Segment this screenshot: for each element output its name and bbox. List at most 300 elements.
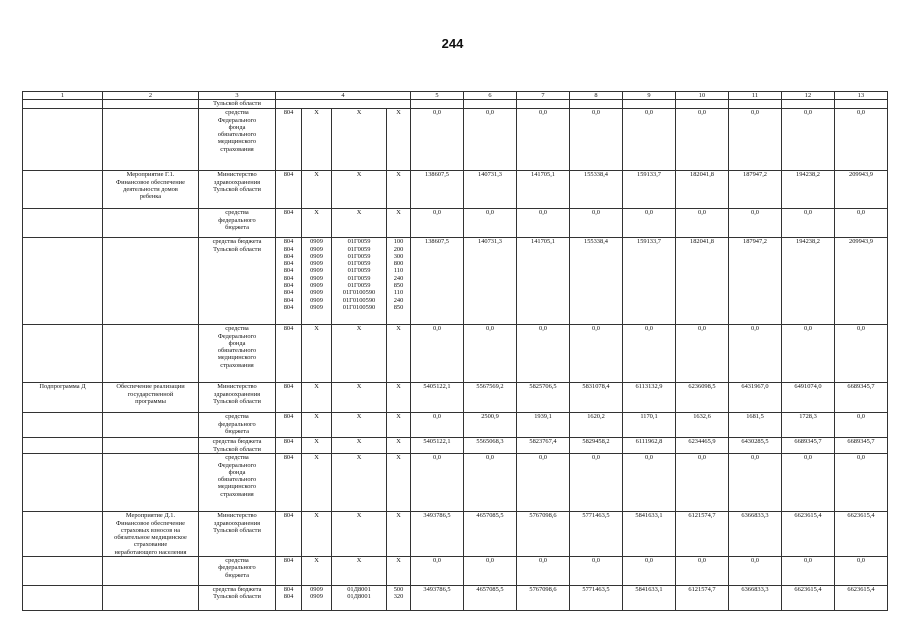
value-cell: 0,0: [517, 454, 570, 512]
code-cell-grbs: [276, 325, 302, 383]
value-cell: 6689345,7: [835, 383, 888, 413]
code-cell-rz: [302, 383, 332, 413]
code-value: 110: [393, 289, 404, 297]
value-cell: 194238,2: [782, 171, 835, 209]
source-cell: Тульской области: [199, 100, 276, 109]
value-cell: 140731,3: [464, 171, 517, 209]
code-value: X: [356, 325, 362, 333]
code-value: 01Г0100590: [342, 289, 376, 297]
header-cell: 13: [835, 92, 888, 100]
code-value: 804: [283, 438, 294, 446]
code-value: X: [356, 171, 362, 179]
value-cell: 0,0: [782, 557, 835, 586]
code-cell-csr: [332, 209, 387, 238]
value-cell: 5405122,1: [411, 383, 464, 413]
source-cell: Министерство здравоохранения Тульской области: [199, 171, 276, 209]
code-cell-grbs: [276, 383, 302, 413]
code-value: 01Д8001: [347, 593, 371, 601]
code-cell-vr: [387, 171, 411, 209]
table-row: [23, 557, 888, 586]
value-cell: 6113132,9: [623, 383, 676, 413]
value-cell: 159133,7: [623, 171, 676, 209]
table-row: [23, 171, 888, 209]
value-cell: 0,0: [570, 325, 623, 383]
value-cell: 0,0: [835, 109, 888, 171]
code-value: X: [356, 383, 362, 391]
value-cell: 3493786,5: [411, 586, 464, 611]
value-cell: 6689345,7: [835, 438, 888, 454]
value-cell: 0,0: [411, 209, 464, 238]
table-row: [23, 209, 888, 238]
code-value: 0909: [310, 282, 323, 290]
value-cell: 6234465,9: [676, 438, 729, 454]
header-cell: 3: [199, 92, 276, 100]
code-value: X: [356, 557, 362, 565]
value-cell: 0,0: [464, 325, 517, 383]
measure-cell: [103, 557, 199, 586]
value-cell: 5767098,6: [517, 512, 570, 557]
code-value: 240: [393, 274, 404, 282]
code-value: 804: [283, 289, 294, 297]
value-cell: 5771463,5: [570, 586, 623, 611]
code-value: X: [396, 438, 401, 446]
code-value: 01Г0059: [347, 245, 371, 253]
header-cell: 4: [276, 92, 411, 100]
code-value: 804: [283, 512, 294, 520]
source-cell: средства бюджета Тульской области: [199, 586, 276, 611]
code-value: 804: [283, 282, 294, 290]
code-cell-vr: [387, 586, 411, 611]
code-cell-csr: [332, 413, 387, 438]
value-cell: 6623615,4: [835, 586, 888, 611]
header-cell: 12: [782, 92, 835, 100]
value-cell: 0,0: [411, 454, 464, 512]
program-cell: [23, 413, 103, 438]
code-value: 804: [283, 171, 294, 179]
code-value: 850: [393, 303, 404, 311]
code-cell-grbs: [276, 454, 302, 512]
value-cell: 5829458,2: [570, 438, 623, 454]
value-cell: 0,0: [729, 109, 782, 171]
table-row: [23, 383, 888, 413]
value-cell: 6121574,7: [676, 512, 729, 557]
code-value: 804: [283, 296, 294, 304]
code-value: X: [396, 383, 401, 391]
cell-empty: [276, 100, 411, 109]
program-cell: [23, 454, 103, 512]
budget-table: [22, 91, 888, 611]
value-cell: 0,0: [782, 109, 835, 171]
value-cell: 187947,2: [729, 238, 782, 325]
code-value: 01Г0100590: [342, 296, 376, 304]
code-value: X: [356, 209, 362, 217]
code-cell-grbs: [276, 209, 302, 238]
code-value: 0909: [310, 296, 323, 304]
code-value: 0909: [310, 274, 323, 282]
value-cell: 1620,2: [570, 413, 623, 438]
cell-empty: [411, 100, 464, 109]
code-cell-grbs: [276, 512, 302, 557]
value-cell: 0,0: [623, 557, 676, 586]
code-value: 804: [283, 586, 294, 594]
code-value: X: [356, 454, 362, 462]
code-value: 804: [283, 274, 294, 282]
value-cell: 0,0: [517, 325, 570, 383]
code-value: X: [356, 512, 362, 520]
code-value: 804: [283, 245, 294, 253]
code-cell-csr: [332, 109, 387, 171]
code-cell-grbs: [276, 171, 302, 209]
code-value: X: [314, 383, 319, 391]
code-cell-csr: [332, 438, 387, 454]
value-cell: 0,0: [782, 454, 835, 512]
code-cell-vr: [387, 109, 411, 171]
value-cell: 6366833,3: [729, 512, 782, 557]
code-cell-vr: [387, 209, 411, 238]
cell-empty: [623, 100, 676, 109]
value-cell: 141705,1: [517, 171, 570, 209]
value-cell: 6623615,4: [782, 586, 835, 611]
code-cell-vr: [387, 438, 411, 454]
table-row: [23, 454, 888, 512]
header-cell: 11: [729, 92, 782, 100]
value-cell: 138607,5: [411, 171, 464, 209]
value-cell: 0,0: [729, 454, 782, 512]
value-cell: 159133,7: [623, 238, 676, 325]
code-cell-rz: [302, 512, 332, 557]
value-cell: 141705,1: [517, 238, 570, 325]
value-cell: 0,0: [676, 454, 729, 512]
value-cell: 6236098,5: [676, 383, 729, 413]
value-cell: 6491074,0: [782, 383, 835, 413]
code-value: X: [356, 413, 362, 421]
code-cell-grbs: [276, 557, 302, 586]
code-value: X: [356, 438, 362, 446]
value-cell: 140731,3: [464, 238, 517, 325]
value-cell: 6431967,0: [729, 383, 782, 413]
code-value: 01Д8001: [347, 586, 371, 594]
code-cell-csr: [332, 171, 387, 209]
measure-cell: Мероприятие Д.1. Финансовое обеспечение страховых взносов на обязательное медицинское страхование неработающего населения: [103, 512, 199, 557]
program-cell: [23, 109, 103, 171]
code-cell-rz: [302, 438, 332, 454]
code-value: 110: [393, 267, 404, 275]
code-value: 0909: [310, 238, 323, 246]
code-value: X: [314, 454, 319, 462]
cell-empty: [835, 100, 888, 109]
code-value: 0909: [310, 289, 323, 297]
cell-empty: [570, 100, 623, 109]
value-cell: 0,0: [570, 209, 623, 238]
value-cell: 5831078,4: [570, 383, 623, 413]
code-cell-vr: [387, 512, 411, 557]
code-value: X: [396, 512, 401, 520]
code-value: 804: [283, 593, 294, 601]
value-cell: 6689345,7: [782, 438, 835, 454]
code-cell-rz: [302, 171, 332, 209]
code-value: 01Г0059: [347, 260, 371, 268]
value-cell: 0,0: [411, 557, 464, 586]
value-cell: 0,0: [411, 413, 464, 438]
page-number: 244: [441, 36, 464, 51]
cell-empty: [676, 100, 729, 109]
code-cell-rz: [302, 209, 332, 238]
code-value: 300: [393, 252, 404, 260]
value-cell: 0,0: [411, 325, 464, 383]
value-cell: 0,0: [782, 209, 835, 238]
value-cell: 0,0: [676, 557, 729, 586]
value-cell: 0,0: [517, 209, 570, 238]
code-value: 804: [283, 209, 294, 217]
program-cell: [23, 512, 103, 557]
value-cell: 5771463,5: [570, 512, 623, 557]
value-cell: 182041,8: [676, 171, 729, 209]
value-cell: 0,0: [411, 109, 464, 171]
code-cell-grbs: [276, 438, 302, 454]
source-cell: средства Федерального фонда обязательного медицинского страхования: [199, 454, 276, 512]
code-value: X: [314, 438, 319, 446]
code-value: 01Г0059: [347, 252, 371, 260]
value-cell: 138607,5: [411, 238, 464, 325]
value-cell: 1728,3: [782, 413, 835, 438]
value-cell: 0,0: [676, 109, 729, 171]
header-cell: 9: [623, 92, 676, 100]
measure-cell: [103, 586, 199, 611]
code-cell-csr: [332, 238, 387, 325]
cell-empty: [103, 100, 199, 109]
value-cell: 1170,1: [623, 413, 676, 438]
value-cell: 6623615,4: [835, 512, 888, 557]
value-cell: 155338,4: [570, 238, 623, 325]
code-cell-grbs: [276, 109, 302, 171]
program-cell: [23, 209, 103, 238]
value-cell: 0,0: [464, 209, 517, 238]
value-cell: 2500,9: [464, 413, 517, 438]
code-cell-grbs: [276, 238, 302, 325]
value-cell: 209943,9: [835, 238, 888, 325]
code-value: X: [314, 413, 319, 421]
code-cell-vr: [387, 454, 411, 512]
value-cell: 5823767,4: [517, 438, 570, 454]
code-cell-csr: [332, 557, 387, 586]
code-cell-rz: [302, 413, 332, 438]
code-value: 240: [393, 296, 404, 304]
source-cell: средства бюджета Тульской области: [199, 238, 276, 325]
code-cell-vr: [387, 238, 411, 325]
value-cell: 155338,4: [570, 171, 623, 209]
header-cell: 2: [103, 92, 199, 100]
code-cell-csr: [332, 512, 387, 557]
code-value: 0909: [310, 245, 323, 253]
value-cell: 209943,9: [835, 171, 888, 209]
program-cell: [23, 325, 103, 383]
code-value: X: [396, 109, 401, 117]
code-cell-vr: [387, 557, 411, 586]
value-cell: 0,0: [464, 557, 517, 586]
value-cell: 0,0: [835, 413, 888, 438]
value-cell: 5767098,6: [517, 586, 570, 611]
table-row: [23, 325, 888, 383]
value-cell: 0,0: [570, 454, 623, 512]
source-cell: средства федерального бюджета: [199, 413, 276, 438]
code-value: 804: [283, 238, 294, 246]
program-cell: [23, 438, 103, 454]
code-value: 0909: [310, 593, 323, 601]
value-cell: 6623615,4: [782, 512, 835, 557]
code-value: 804: [283, 260, 294, 268]
code-value: 0909: [310, 303, 323, 311]
value-cell: 6121574,7: [676, 586, 729, 611]
code-value: 0909: [310, 260, 323, 268]
value-cell: 0,0: [623, 209, 676, 238]
value-cell: 0,0: [623, 454, 676, 512]
source-cell: Министерство здравоохранения Тульской области: [199, 512, 276, 557]
value-cell: 1681,5: [729, 413, 782, 438]
table-row: [23, 586, 888, 611]
measure-cell: [103, 209, 199, 238]
header-cell: 1: [23, 92, 103, 100]
source-cell: средства бюджета Тульской области: [199, 438, 276, 454]
header-cell: 7: [517, 92, 570, 100]
value-cell: 0,0: [464, 109, 517, 171]
table-row: [23, 109, 888, 171]
code-value: 01Г0059: [347, 267, 371, 275]
code-cell-rz: [302, 238, 332, 325]
code-value: 804: [283, 252, 294, 260]
program-cell: [23, 171, 103, 209]
code-value: X: [314, 557, 319, 565]
value-cell: 1632,6: [676, 413, 729, 438]
code-value: 320: [393, 593, 404, 601]
value-cell: 0,0: [835, 557, 888, 586]
cell-empty: [782, 100, 835, 109]
measure-cell: [103, 413, 199, 438]
code-value: 01Г0059: [347, 282, 371, 290]
source-cell: средства Федерального фонда обязательного медицинского страхования: [199, 109, 276, 171]
code-value: X: [396, 171, 401, 179]
code-cell-rz: [302, 454, 332, 512]
value-cell: 5825706,5: [517, 383, 570, 413]
header-cell: 8: [570, 92, 623, 100]
code-cell-vr: [387, 325, 411, 383]
value-cell: 187947,2: [729, 171, 782, 209]
source-cell: средства федерального бюджета: [199, 557, 276, 586]
value-cell: 5565068,3: [464, 438, 517, 454]
code-cell-vr: [387, 413, 411, 438]
source-cell: средства федерального бюджета: [199, 209, 276, 238]
code-cell-csr: [332, 454, 387, 512]
code-value: 804: [283, 325, 294, 333]
value-cell: 0,0: [782, 325, 835, 383]
code-cell-rz: [302, 109, 332, 171]
code-cell-grbs: [276, 413, 302, 438]
code-value: 500: [393, 586, 404, 594]
value-cell: 5841633,1: [623, 512, 676, 557]
value-cell: 182041,8: [676, 238, 729, 325]
code-value: 01Г0100590: [342, 303, 376, 311]
cell-empty: [23, 100, 103, 109]
value-cell: 3493786,5: [411, 512, 464, 557]
table-row: [23, 438, 888, 454]
code-value: 200: [393, 245, 404, 253]
measure-cell: [103, 325, 199, 383]
table-row: [23, 238, 888, 325]
value-cell: 4657085,5: [464, 512, 517, 557]
cell-empty: [517, 100, 570, 109]
code-value: X: [396, 325, 401, 333]
measure-cell: [103, 238, 199, 325]
value-cell: 0,0: [517, 109, 570, 171]
program-cell: [23, 586, 103, 611]
value-cell: 0,0: [676, 209, 729, 238]
code-value: 804: [283, 267, 294, 275]
code-value: X: [314, 325, 319, 333]
code-value: 804: [283, 383, 294, 391]
code-value: 01Г0059: [347, 238, 371, 246]
value-cell: 0,0: [570, 109, 623, 171]
source-cell: средства Федерального фонда обязательного медицинского страхования: [199, 325, 276, 383]
code-value: 804: [283, 454, 294, 462]
value-cell: 0,0: [835, 454, 888, 512]
code-value: 01Г0059: [347, 274, 371, 282]
value-cell: 6430285,5: [729, 438, 782, 454]
code-value: 0909: [310, 252, 323, 260]
value-cell: 0,0: [623, 109, 676, 171]
program-cell: Подпрограмма Д: [23, 383, 103, 413]
code-value: X: [396, 209, 401, 217]
code-value: 0909: [310, 267, 323, 275]
value-cell: 6366833,3: [729, 586, 782, 611]
code-cell-csr: [332, 586, 387, 611]
code-cell-vr: [387, 383, 411, 413]
measure-cell: Обеспечение реализации государственной программы: [103, 383, 199, 413]
code-value: X: [396, 454, 401, 462]
value-cell: 1939,1: [517, 413, 570, 438]
code-value: 804: [283, 413, 294, 421]
cell-empty: [729, 100, 782, 109]
code-cell-csr: [332, 325, 387, 383]
code-value: X: [396, 557, 401, 565]
value-cell: 0,0: [570, 557, 623, 586]
code-value: X: [396, 413, 401, 421]
value-cell: 0,0: [623, 325, 676, 383]
value-cell: 0,0: [517, 557, 570, 586]
table-row: [23, 413, 888, 438]
code-value: X: [314, 209, 319, 217]
code-value: 804: [283, 557, 294, 565]
value-cell: 0,0: [464, 454, 517, 512]
value-cell: 0,0: [729, 209, 782, 238]
code-value: X: [356, 109, 362, 117]
code-cell-rz: [302, 586, 332, 611]
program-cell: [23, 238, 103, 325]
source-cell: Министерство здравоохранения Тульской области: [199, 383, 276, 413]
value-cell: 0,0: [835, 325, 888, 383]
measure-cell: [103, 454, 199, 512]
value-cell: 4657085,5: [464, 586, 517, 611]
code-value: 100: [393, 238, 404, 246]
table-row: [23, 512, 888, 557]
value-cell: 5567569,2: [464, 383, 517, 413]
header-cell: 5: [411, 92, 464, 100]
header-cell: 6: [464, 92, 517, 100]
code-value: X: [314, 171, 319, 179]
continuation-row: [23, 100, 888, 109]
value-cell: 0,0: [729, 557, 782, 586]
code-value: 0909: [310, 586, 323, 594]
code-value: 850: [393, 282, 404, 290]
value-cell: 5405122,1: [411, 438, 464, 454]
